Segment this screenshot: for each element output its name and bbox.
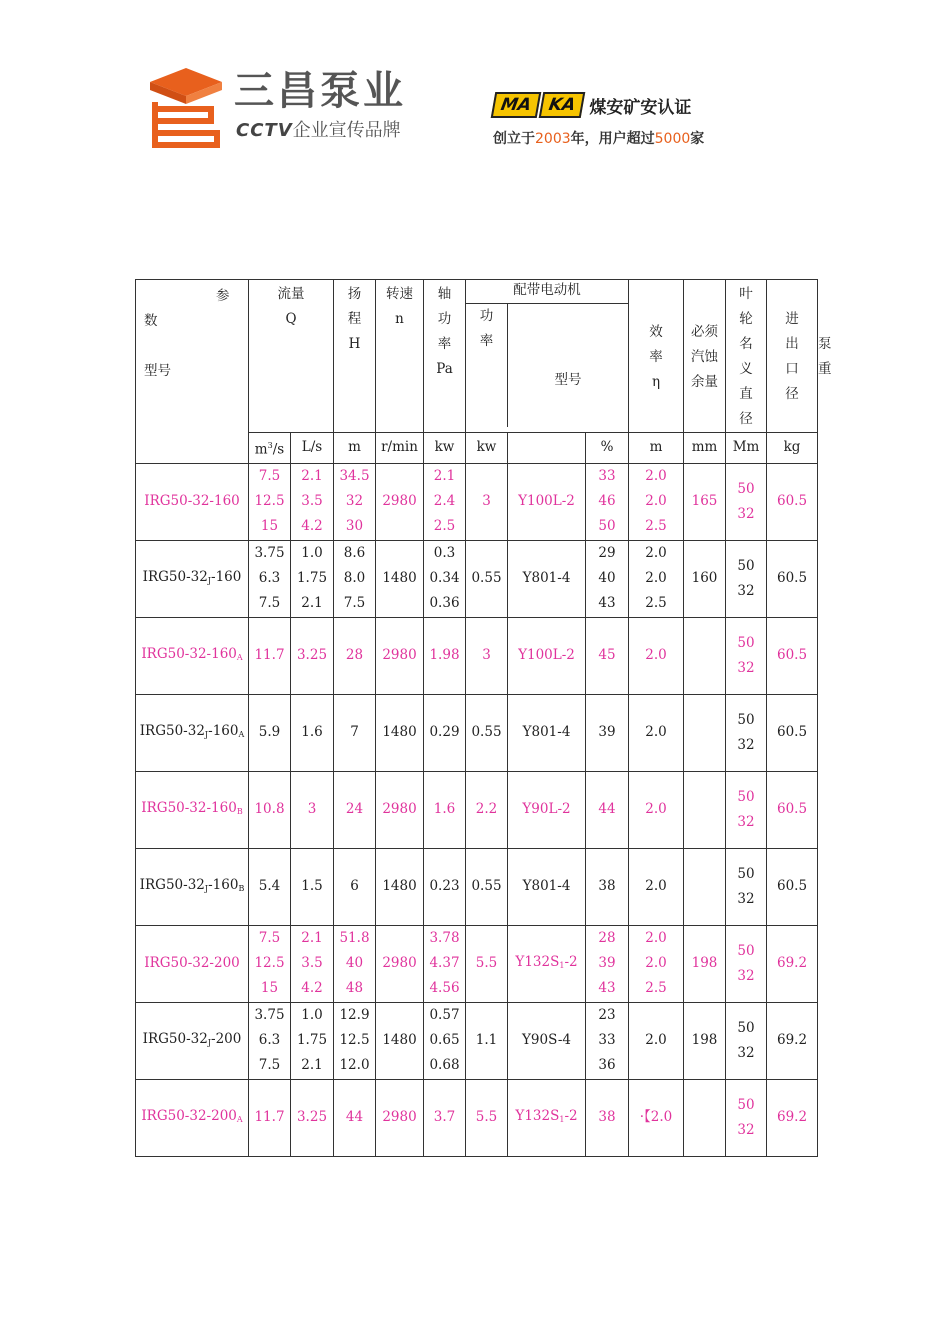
model-cell: $IRG50-32-200_A$ — [136, 1079, 249, 1156]
impeller-diameter-cell — [684, 1079, 726, 1156]
table-row — [136, 925, 818, 1002]
flow-ls-cell: 3 — [291, 771, 334, 848]
speed-cell: 1480 — [376, 694, 424, 771]
npsh-cell: 2.0 — [629, 771, 684, 848]
npsh-cell: 2.0 2.0 2.5 — [629, 463, 684, 540]
npsh-cell: 2.0 — [629, 1002, 684, 1079]
speed-cell: 1480 — [376, 848, 424, 925]
port-diameter-cell: 50 32 — [726, 925, 767, 1002]
unit-kw-motor: kw — [466, 433, 508, 464]
efficiency-cell: 28 39 43 — [586, 925, 629, 1002]
flow-ls-cell: 1.6 — [291, 694, 334, 771]
table-row — [136, 617, 818, 694]
efficiency-cell: 39 — [586, 694, 629, 771]
head-header: 扬程 H — [334, 280, 376, 433]
flow-ls-cell: 3.25 — [291, 1079, 334, 1156]
unit-npsh: m — [629, 433, 684, 464]
efficiency-cell: 38 — [586, 1079, 629, 1156]
motor-power-cell: 0.55 — [466, 694, 508, 771]
impeller-diameter-cell — [684, 617, 726, 694]
flow-m3s-cell: 7.5 12.5 15 — [249, 463, 291, 540]
ma-badge: MA — [491, 92, 542, 118]
table-row — [136, 463, 818, 540]
motor-header: 配带电动机 功率 型号 — [466, 280, 629, 433]
flow-m3s-cell: 3.75 6.3 7.5 — [249, 540, 291, 617]
model-cell: $IRG50-32-160_A$ — [136, 617, 249, 694]
speed-cell: 2980 — [376, 463, 424, 540]
efficiency-cell: 44 — [586, 771, 629, 848]
impeller-diameter-cell — [684, 771, 726, 848]
head-cell: 44 — [334, 1079, 376, 1156]
motor-model-cell: Y801-4 — [508, 694, 586, 771]
corner-param-label-2: 数 — [144, 313, 158, 329]
motor-power-cell: 1.1 — [466, 1002, 508, 1079]
shaft-power-cell: 0.23 — [424, 848, 466, 925]
impeller-header: 叶轮名义直径 — [726, 280, 767, 433]
head-cell: 24 — [334, 771, 376, 848]
efficiency-cell: 38 — [586, 848, 629, 925]
speed-cell: 2980 — [376, 925, 424, 1002]
head-cell: 34.5 32 30 — [334, 463, 376, 540]
pump-weight-cell: 60.5 — [767, 848, 818, 925]
speed-cell: 2980 — [376, 617, 424, 694]
impeller-diameter-cell: 160 — [684, 540, 726, 617]
npsh-cell: 2.0 2.0 2.5 — [629, 540, 684, 617]
flow-m3s-cell: 10.8 — [249, 771, 291, 848]
flow-ls-cell: 1.0 1.75 2.1 — [291, 1002, 334, 1079]
port-header: 进出口径 — [767, 280, 818, 433]
pump-spec-table: 参 数 型号 流量 Q 扬程 H 转速 n 轴功率 Pa 配带电动机 功率 型号 效率 η 必须汽蚀余量 叶轮名义直径 进出口径 泵重 $m^3/s$ L/s m r/min kw kw % m mm Mm kg IRG50-32-160 7.5 12.5 15 2.1 3.5 4.2 34.5 32 30 2980 2.1 2.4 2.5 3 Y100L-2 33 46 50 2.0 2.0 2.5 165 50 32 60.5 $IRG50-32_J-160$ 3.75 6.3 7.5 1.0 1.75 2.1 8.6 8.0 7.5 1480 0.3 0.34 0.36 0.55 Y801-4 29 40 43 2.0 2.0 2.5 160 50 32 60.5 $IRG50-32-160_A$ 11.7 3.25 28 2980 1.98 3 Y100L-2 45 2.0 50 32 60.5 $IRG50-32_J-160_A$ 5.9 1.6 7 1480 0.29 0.55 Y801-4 39 2.0 50 32 60.5 $IRG50-32-160_B$ 10.8 3 24 2980 1.6 2.2 Y90L-2 44 2.0 50 32 60.5 $IRG50-32_J-160_B$ 5.4 1.5 6 1480 0.23 0.55 Y801-4 38 2.0 50 32 60.5 IRG50-32-200 7.5 12.5 15 2.1 3.5 4.2 51.8 40 48 2980 3.78 4.37 4.56 5.5 $Y132S_1-2$ 28 39 43 2.0 2.0 2.5 198 50 32 69.2 $IRG50-32_J-200$ 3.75 6.3 7.5 1.0 1.75 2.1 12.9 12.5 12.0 1480 0.57 0.65 0.68 1.1 Y90S-4 23 33 36 2.0 198 50 32 69.2 $IRG50-32-200_A$ 11.7 3.25 44 2980 3.7 5.5 $Y132S_1-2$ 38 ·【2.0 50 32 69.2 — [135, 279, 818, 1157]
impeller-diameter-cell: 198 — [684, 1002, 726, 1079]
flow-ls-cell: 2.1 3.5 4.2 — [291, 925, 334, 1002]
motor-model-header: 型号 — [554, 372, 582, 388]
since-year: 2003 — [535, 131, 571, 147]
motor-model-cell: Y100L-2 — [508, 617, 586, 694]
speed-header: 转速 n — [376, 280, 424, 433]
model-cell: $IRG50-32-160_B$ — [136, 771, 249, 848]
corner-param-label: 参 — [216, 288, 230, 304]
impeller-diameter-cell: 165 — [684, 463, 726, 540]
pump-weight-cell: 60.5 — [767, 694, 818, 771]
port-diameter-cell: 50 32 — [726, 617, 767, 694]
head-cell: 6 — [334, 848, 376, 925]
model-cell: $IRG50-32_J-160$ — [136, 540, 249, 617]
npsh-cell: 2.0 — [629, 848, 684, 925]
head-cell: 8.6 8.0 7.5 — [334, 540, 376, 617]
flow-ls-cell: 2.1 3.5 4.2 — [291, 463, 334, 540]
efficiency-cell: 45 — [586, 617, 629, 694]
certification-badges — [493, 92, 691, 122]
motor-model-cell: Y100L-2 — [508, 463, 586, 540]
unit-Mm: Mm — [726, 433, 767, 464]
shaft-power-cell: 1.6 — [424, 771, 466, 848]
port-diameter-cell: 50 32 — [726, 1002, 767, 1079]
since-mid: 年，用户超过 — [570, 131, 655, 147]
motor-model-cell: Y801-4 — [508, 848, 586, 925]
motor-model-cell: Y801-4 — [508, 540, 586, 617]
pump-weight-cell: 60.5 — [767, 771, 818, 848]
speed-cell: 2980 — [376, 1079, 424, 1156]
cert-text: 煤安矿安认证 — [589, 98, 692, 118]
model-cell: IRG50-32-200 — [136, 925, 249, 1002]
npsh-cell: 2.0 — [629, 617, 684, 694]
efficiency-cell: 33 46 50 — [586, 463, 629, 540]
shaft-power-cell: 1.98 — [424, 617, 466, 694]
pump-weight-cell: 60.5 — [767, 463, 818, 540]
unit-pct: % — [586, 433, 629, 464]
pump-weight-cell: 69.2 — [767, 925, 818, 1002]
flow-ls-cell: 3.25 — [291, 617, 334, 694]
npsh-cell: 2.0 2.0 2.5 — [629, 925, 684, 1002]
port-diameter-cell: 50 32 — [726, 848, 767, 925]
ka-badge: KA — [539, 92, 586, 118]
unit-ls: L/s — [291, 433, 334, 464]
unit-rpm: r/min — [376, 433, 424, 464]
motor-power-cell: 0.55 — [466, 848, 508, 925]
model-cell: $IRG50-32_J-160_A$ — [136, 694, 249, 771]
table-row — [136, 1002, 818, 1079]
unit-kg: kg — [767, 433, 818, 464]
flow-m3s-cell: 11.7 — [249, 1079, 291, 1156]
motor-power-header: 功率 — [479, 308, 494, 349]
npsh-cell: 2.0 — [629, 694, 684, 771]
flow-m3s-cell: 7.5 12.5 15 — [249, 925, 291, 1002]
flow-ls-cell: 1.0 1.75 2.1 — [291, 540, 334, 617]
port-diameter-cell: 50 32 — [726, 771, 767, 848]
shaft-power-cell: 0.3 0.34 0.36 — [424, 540, 466, 617]
corner-model-label: 型号 — [144, 363, 171, 379]
head-cell: 7 — [334, 694, 376, 771]
npsh-cell: ·【2.0 — [629, 1079, 684, 1156]
speed-cell: 1480 — [376, 540, 424, 617]
flow-ls-cell: 1.5 — [291, 848, 334, 925]
shaft-power-header: 轴功率 Pa — [424, 280, 466, 433]
efficiency-cell: 23 33 36 — [586, 1002, 629, 1079]
table-row — [136, 1079, 818, 1156]
unit-motor-model-empty — [508, 433, 586, 464]
port-diameter-cell: 50 32 — [726, 694, 767, 771]
unit-mm: mm — [684, 433, 726, 464]
motor-power-cell: 3 — [466, 463, 508, 540]
corner-header-cell — [136, 280, 249, 464]
motor-power-cell: 5.5 — [466, 1079, 508, 1156]
efficiency-header: 效率 η — [629, 280, 684, 433]
port-diameter-cell: 50 32 — [726, 463, 767, 540]
unit-m: m — [334, 433, 376, 464]
impeller-diameter-cell: 198 — [684, 925, 726, 1002]
shaft-power-cell: 3.7 — [424, 1079, 466, 1156]
motor-power-cell: 0.55 — [466, 540, 508, 617]
pump-weight-cell: 60.5 — [767, 617, 818, 694]
head-cell: 28 — [334, 617, 376, 694]
flow-m3s-cell: 11.7 — [249, 617, 291, 694]
pump-weight-cell: 60.5 — [767, 540, 818, 617]
shaft-power-cell: 3.78 4.37 4.56 — [424, 925, 466, 1002]
impeller-diameter-cell — [684, 848, 726, 925]
motor-model-cell: $Y132S_1-2$ — [508, 925, 586, 1002]
since-line — [493, 128, 704, 148]
shaft-power-cell: 0.29 — [424, 694, 466, 771]
pump-weight-cell: 69.2 — [767, 1079, 818, 1156]
flow-m3s-cell: 5.9 — [249, 694, 291, 771]
speed-cell: 1480 — [376, 1002, 424, 1079]
brand-subtitle — [236, 120, 401, 142]
pump-weight-cell: 69.2 — [767, 1002, 818, 1079]
cctv-logo: CCTV — [236, 120, 293, 141]
table-row — [136, 694, 818, 771]
head-cell: 51.8 40 48 — [334, 925, 376, 1002]
since-suffix: 家 — [690, 131, 705, 147]
model-cell: $IRG50-32_J-160_B$ — [136, 848, 249, 925]
model-cell: $IRG50-32_J-200$ — [136, 1002, 249, 1079]
efficiency-cell: 29 40 43 — [586, 540, 629, 617]
flow-m3s-cell: 5.4 — [249, 848, 291, 925]
header — [148, 62, 748, 157]
brand-sub-text: 企业宣传品牌 — [292, 120, 401, 141]
shaft-power-cell: 0.57 0.65 0.68 — [424, 1002, 466, 1079]
motor-power-cell: 3 — [466, 617, 508, 694]
table-row — [136, 540, 818, 617]
motor-power-cell: 5.5 — [466, 925, 508, 1002]
npsh-header: 必须汽蚀余量 — [684, 280, 726, 433]
model-cell: IRG50-32-160 — [136, 463, 249, 540]
flow-m3s-cell: 3.75 6.3 7.5 — [249, 1002, 291, 1079]
port-diameter-cell: 50 32 — [726, 1079, 767, 1156]
sanchang-logo-icon — [148, 66, 224, 152]
port-diameter-cell: 50 32 — [726, 540, 767, 617]
motor-model-cell: $Y132S_1-2$ — [508, 1079, 586, 1156]
shaft-power-cell: 2.1 2.4 2.5 — [424, 463, 466, 540]
brand-name: 三昌泵业 — [234, 68, 406, 114]
speed-cell: 2980 — [376, 771, 424, 848]
since-prefix: 创立于 — [493, 131, 535, 147]
motor-model-cell: Y90L-2 — [508, 771, 586, 848]
since-users: 5000 — [654, 131, 691, 147]
motor-model-cell: Y90S-4 — [508, 1002, 586, 1079]
table-row — [136, 771, 818, 848]
head-cell: 12.9 12.5 12.0 — [334, 1002, 376, 1079]
unit-kw: kw — [424, 433, 466, 464]
impeller-diameter-cell — [684, 694, 726, 771]
table-row — [136, 848, 818, 925]
motor-power-cell: 2.2 — [466, 771, 508, 848]
flow-header: 流量 Q — [249, 280, 334, 433]
unit-m3s: $m^3/s$ — [249, 433, 291, 464]
